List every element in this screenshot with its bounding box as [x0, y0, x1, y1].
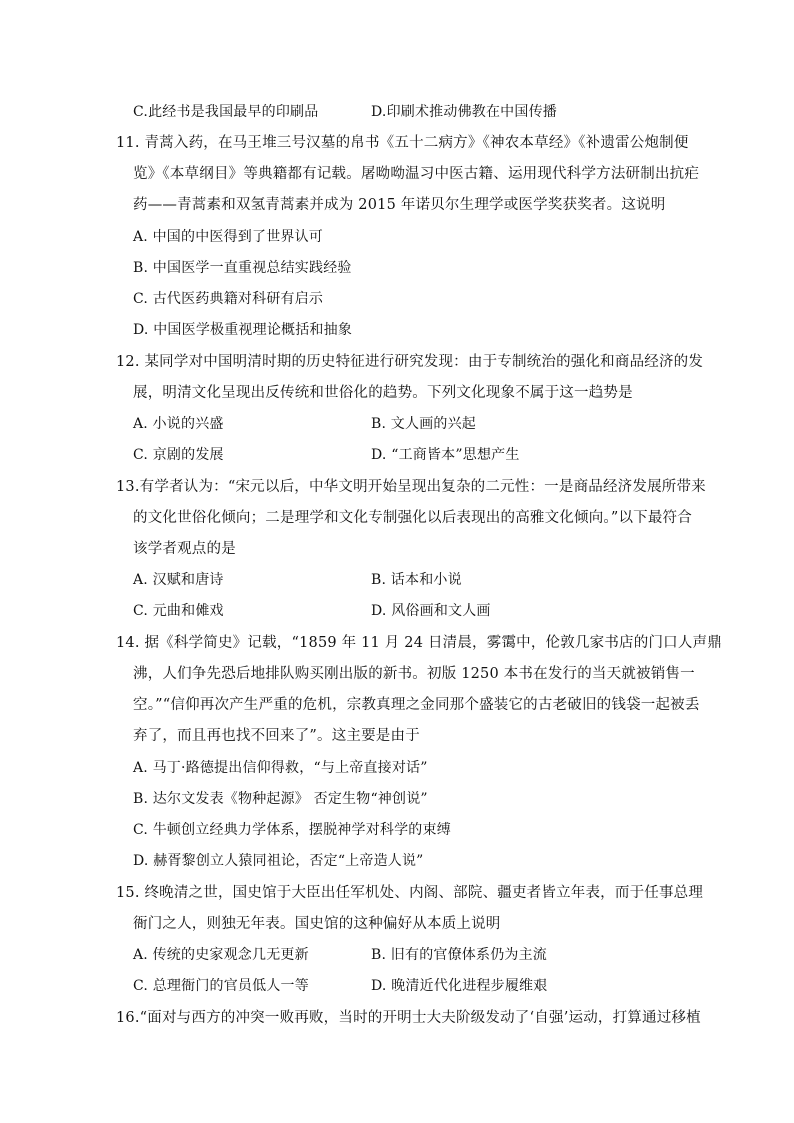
q14-number: 14.: [116, 635, 140, 651]
q12-stem-line-1: [116, 352, 704, 372]
q13-number: 13.: [116, 479, 140, 495]
q12-option-b: B. 文人画的兴起: [371, 416, 476, 432]
q11-stem-text-1: 青蒿入药，在马王堆三号汉墓的帛书《五十二病方》《神农本草经》《补遗雷公炮制便: [144, 135, 689, 151]
q14-stem-line-1: [116, 633, 722, 653]
q13-option-a: A. 汉赋和唐诗: [133, 572, 224, 588]
q11-option-d: D. 中国医学极重视理论概括和抽象: [133, 322, 353, 338]
q13-option-c: C. 元曲和傩戏: [133, 603, 224, 619]
q12-stem-text-1: 某同学对中国明清时期的历史特征进行研究发现：由于专制统治的强化和商品经济的发: [144, 354, 704, 370]
q10-option-c: C.此经书是我国最早的印刷品: [133, 104, 319, 120]
q14-stem-line-3: 空。”“信仰再次产生严重的危机，宗教真理之金同那个盛装它的古老破旧的钱袋一起被丢: [133, 697, 700, 713]
q11-option-a: A. 中国的中医得到了世界认可: [133, 229, 324, 245]
q14-option-a: A. 马丁·路德提出信仰得救，“与上帝直接对话”: [133, 760, 428, 776]
q14-stem-line-2: 沸，人们争先恐后地排队购买刚出版的新书。初版 1250 本书在发行的当天就被销售一: [133, 666, 695, 682]
q15-option-a: A. 传统的史家观念几无更新: [133, 947, 309, 963]
q14-option-c: C. 牛顿创立经典力学体系，摆脱神学对科学的束缚: [133, 822, 451, 838]
q16-stem-text-1: “面对与西方的冲突一败再败，当时的开明士大夫阶级发动了‘自强’运动，打算通过移植: [139, 1010, 701, 1026]
q11-option-c: C. 古代医药典籍对科研有启示: [133, 291, 324, 307]
q11-stem-line-3: 药——青蒿素和双氢青蒿素并成为 2015 年诺贝尔生理学或医学奖获奖者。这说明: [133, 197, 666, 213]
q12-option-c: C. 京剧的发展: [133, 447, 224, 463]
q10-option-d: D.印刷术推动佛教在中国传播: [371, 104, 557, 120]
q15-stem-text-1: 终晚清之世，国史馆于大臣出任军机处、内阁、部院、疆吏者皆立年表，而于任事总理: [144, 885, 704, 901]
q13-option-d: D. 风俗画和文人画: [371, 603, 491, 619]
q14-stem-line-4: 弃了，而且再也找不回来了”。这主要是由于: [133, 728, 420, 744]
q12-option-d: D. “工商皆本”思想产生: [371, 447, 520, 463]
q13-stem-line-1: [116, 477, 706, 497]
q15-number: 15.: [116, 885, 140, 901]
q16-stem-line-1: [116, 1008, 701, 1028]
q15-option-c: C. 总理衙门的官员低人一等: [133, 978, 309, 994]
q12-stem-line-2: 展，明清文化呈现出反传统和世俗化的趋势。下列文化现象不属于这一趋势是: [133, 385, 633, 401]
q15-option-d: D. 晚清近代化进程步履维艰: [371, 978, 548, 994]
q11-number: 11.: [116, 135, 140, 151]
q14-option-d: D. 赫胥黎创立人猿同祖论，否定“上帝造人说”: [133, 853, 424, 869]
q15-option-b: B. 旧有的官僚体系仍为主流: [371, 947, 547, 963]
q13-stem-text-1: 有学者认为：“宋元以后，中华文明开始呈现出复杂的二元性：一是商品经济发展所带来: [139, 479, 706, 495]
q11-option-b: B. 中国医学一直重视总结实践经验: [133, 260, 352, 276]
q15-stem-line-2: 衙门之人，则独无年表。国史馆的这种偏好从本质上说明: [133, 916, 501, 932]
q15-stem-line-1: [116, 883, 704, 903]
q14-stem-text-1: 据《科学简史》记载，“1859 年 11 月 24 日清晨，雾霭中，伦敦几家书店的门口人声鼎: [144, 635, 722, 651]
q14-option-b: B. 达尔文发表《物种起源》 否定生物“神创说”: [133, 791, 428, 807]
q11-stem-line-2: 览》《本草纲目》等典籍都有记载。屠呦呦温习中医古籍、运用现代科学方法研制出抗疟: [133, 166, 700, 182]
q13-stem-line-2: 的文化世俗化倾向；二是理学和文化专制强化以后表现出的高雅文化倾向。”以下最符合: [133, 510, 692, 526]
q13-option-b: B. 话本和小说: [371, 572, 462, 588]
q16-number: 16.: [116, 1010, 140, 1026]
q12-number: 12.: [116, 354, 140, 370]
q13-stem-line-3: 该学者观点的是: [133, 541, 236, 557]
q12-option-a: A. 小说的兴盛: [133, 416, 224, 432]
q11-stem-line-1: [116, 133, 689, 153]
